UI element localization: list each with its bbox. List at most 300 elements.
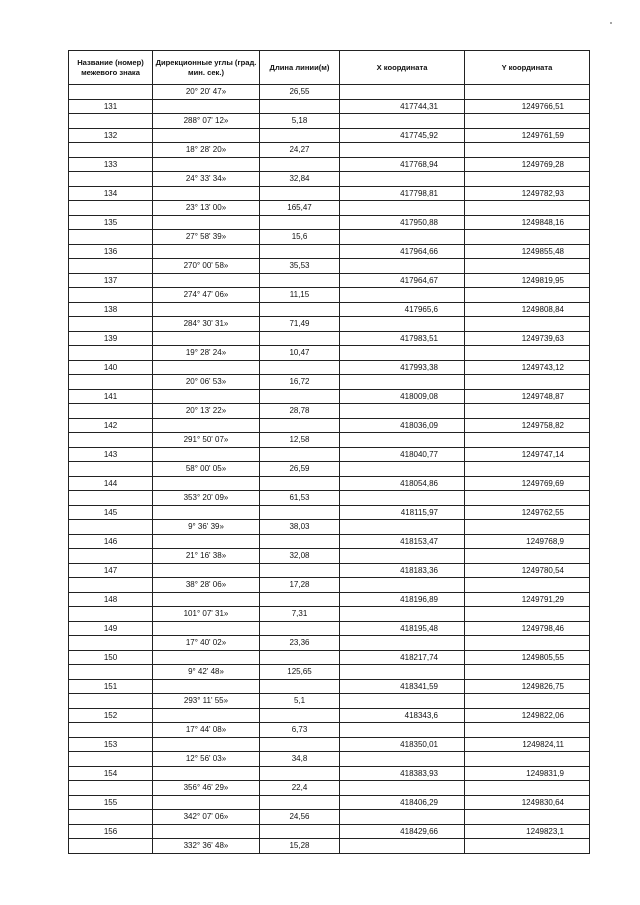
empty-cell [260, 331, 340, 346]
point-row [69, 679, 590, 694]
empty-cell [69, 172, 153, 187]
survey-coordinates-table [68, 50, 590, 854]
line-length: 10,47 [260, 346, 340, 361]
y-coordinate: 1249824,11 [465, 737, 590, 752]
empty-cell [340, 114, 465, 129]
empty-cell [340, 259, 465, 274]
line-length: 22,4 [260, 781, 340, 796]
table-header-row [69, 51, 590, 85]
empty-cell [69, 201, 153, 216]
point-row [69, 824, 590, 839]
empty-cell [465, 172, 590, 187]
empty-cell [340, 578, 465, 593]
point-number: 153 [69, 737, 153, 752]
direction-angle: 27° 58' 39» [153, 230, 260, 245]
point-number: 143 [69, 447, 153, 462]
empty-cell [153, 476, 260, 491]
empty-cell [153, 244, 260, 259]
segment-row [69, 259, 590, 274]
point-number: 154 [69, 766, 153, 781]
empty-cell [260, 766, 340, 781]
point-row [69, 186, 590, 201]
line-length: 5,1 [260, 694, 340, 709]
empty-cell [153, 592, 260, 607]
empty-cell [465, 317, 590, 332]
header-name: Название (номер) межевого знака [69, 51, 153, 85]
segment-row [69, 288, 590, 303]
direction-angle: 101° 07' 31» [153, 607, 260, 622]
empty-cell [69, 752, 153, 767]
y-coordinate: 1249761,59 [465, 128, 590, 143]
y-coordinate: 1249848,16 [465, 215, 590, 230]
y-coordinate: 1249762,55 [465, 505, 590, 520]
y-coordinate: 1249831,9 [465, 766, 590, 781]
point-number: 156 [69, 824, 153, 839]
empty-cell [153, 737, 260, 752]
empty-cell [153, 389, 260, 404]
segment-row [69, 230, 590, 245]
empty-cell [340, 346, 465, 361]
line-length: 5,18 [260, 114, 340, 129]
empty-cell [260, 157, 340, 172]
line-length: 28,78 [260, 404, 340, 419]
segment-row [69, 723, 590, 738]
line-length: 12,58 [260, 433, 340, 448]
x-coordinate: 417768,94 [340, 157, 465, 172]
direction-angle: 20° 06' 53» [153, 375, 260, 390]
direction-angle: 17° 40' 02» [153, 636, 260, 651]
empty-cell [340, 404, 465, 419]
point-row [69, 389, 590, 404]
direction-angle: 20° 13' 22» [153, 404, 260, 419]
line-length: 34,8 [260, 752, 340, 767]
segment-row [69, 404, 590, 419]
empty-cell [260, 737, 340, 752]
point-row [69, 447, 590, 462]
empty-cell [260, 389, 340, 404]
point-row [69, 418, 590, 433]
y-coordinate: 1249780,54 [465, 563, 590, 578]
x-coordinate: 417964,66 [340, 244, 465, 259]
x-coordinate: 418341,59 [340, 679, 465, 694]
header-x: X координата [340, 51, 465, 85]
segment-row [69, 665, 590, 680]
empty-cell [69, 85, 153, 100]
empty-cell [260, 447, 340, 462]
point-row [69, 650, 590, 665]
line-length: 6,73 [260, 723, 340, 738]
empty-cell [153, 795, 260, 810]
direction-angle: 9° 36' 39» [153, 520, 260, 535]
empty-cell [465, 694, 590, 709]
empty-cell [340, 520, 465, 535]
segment-row [69, 636, 590, 651]
direction-angle: 353° 20' 09» [153, 491, 260, 506]
empty-cell [153, 215, 260, 230]
empty-cell [153, 157, 260, 172]
empty-cell [340, 375, 465, 390]
point-row [69, 737, 590, 752]
point-row [69, 360, 590, 375]
empty-cell [69, 607, 153, 622]
point-row [69, 244, 590, 259]
empty-cell [465, 462, 590, 477]
direction-angle: 293° 11' 55» [153, 694, 260, 709]
direction-angle: 21° 16' 38» [153, 549, 260, 564]
x-coordinate: 418406,29 [340, 795, 465, 810]
empty-cell [69, 346, 153, 361]
empty-cell [340, 723, 465, 738]
empty-cell [153, 708, 260, 723]
point-row [69, 766, 590, 781]
y-coordinate: 1249769,69 [465, 476, 590, 491]
empty-cell [340, 665, 465, 680]
line-length: 61,53 [260, 491, 340, 506]
empty-cell [153, 418, 260, 433]
empty-cell [260, 592, 340, 607]
line-length: 15,28 [260, 839, 340, 854]
empty-cell [153, 621, 260, 636]
empty-cell [465, 230, 590, 245]
y-coordinate: 1249819,95 [465, 273, 590, 288]
header-length: Длина линии(м) [260, 51, 340, 85]
empty-cell [69, 433, 153, 448]
point-number: 133 [69, 157, 153, 172]
empty-cell [153, 302, 260, 317]
line-length: 32,84 [260, 172, 340, 187]
direction-angle: 270° 00' 58» [153, 259, 260, 274]
x-coordinate: 418115,97 [340, 505, 465, 520]
x-coordinate: 418153,47 [340, 534, 465, 549]
point-row [69, 505, 590, 520]
point-number: 142 [69, 418, 153, 433]
point-number: 144 [69, 476, 153, 491]
header-y: Y координата [465, 51, 590, 85]
direction-angle: 17° 44' 08» [153, 723, 260, 738]
empty-cell [260, 244, 340, 259]
point-row [69, 302, 590, 317]
x-coordinate: 418217,74 [340, 650, 465, 665]
empty-cell [153, 505, 260, 520]
empty-cell [153, 331, 260, 346]
x-coordinate: 417745,92 [340, 128, 465, 143]
direction-angle: 9° 42' 48» [153, 665, 260, 680]
empty-cell [260, 563, 340, 578]
empty-cell [340, 694, 465, 709]
line-length: 24,56 [260, 810, 340, 825]
empty-cell [69, 520, 153, 535]
x-coordinate: 417965,6 [340, 302, 465, 317]
point-row [69, 215, 590, 230]
line-length: 38,03 [260, 520, 340, 535]
point-row [69, 708, 590, 723]
empty-cell [153, 273, 260, 288]
point-row [69, 128, 590, 143]
point-number: 135 [69, 215, 153, 230]
empty-cell [340, 85, 465, 100]
x-coordinate: 417993,38 [340, 360, 465, 375]
direction-angle: 24° 33' 34» [153, 172, 260, 187]
point-row [69, 563, 590, 578]
empty-cell [465, 781, 590, 796]
empty-cell [260, 302, 340, 317]
point-row [69, 331, 590, 346]
y-coordinate: 1249769,28 [465, 157, 590, 172]
empty-cell [69, 317, 153, 332]
x-coordinate: 418040,77 [340, 447, 465, 462]
y-coordinate: 1249747,14 [465, 447, 590, 462]
empty-cell [465, 143, 590, 158]
line-length: 7,31 [260, 607, 340, 622]
direction-angle: 38° 28' 06» [153, 578, 260, 593]
empty-cell [260, 505, 340, 520]
empty-cell [69, 462, 153, 477]
line-length: 26,55 [260, 85, 340, 100]
empty-cell [340, 317, 465, 332]
empty-cell [153, 447, 260, 462]
empty-cell [69, 578, 153, 593]
point-row [69, 157, 590, 172]
direction-angle: 284° 30' 31» [153, 317, 260, 332]
direction-angle: 58° 00' 05» [153, 462, 260, 477]
segment-row [69, 433, 590, 448]
x-coordinate: 418343,6 [340, 708, 465, 723]
x-coordinate: 418183,36 [340, 563, 465, 578]
empty-cell [260, 679, 340, 694]
empty-cell [260, 360, 340, 375]
empty-cell [260, 708, 340, 723]
y-coordinate: 1249823,1 [465, 824, 590, 839]
y-coordinate: 1249808,84 [465, 302, 590, 317]
point-row [69, 273, 590, 288]
empty-cell [69, 810, 153, 825]
empty-cell [69, 636, 153, 651]
point-number: 140 [69, 360, 153, 375]
point-row [69, 795, 590, 810]
empty-cell [260, 795, 340, 810]
empty-cell [340, 201, 465, 216]
segment-row [69, 781, 590, 796]
point-number: 132 [69, 128, 153, 143]
point-number: 147 [69, 563, 153, 578]
empty-cell [340, 433, 465, 448]
direction-angle: 342° 07' 06» [153, 810, 260, 825]
empty-cell [260, 215, 340, 230]
segment-row [69, 549, 590, 564]
empty-cell [340, 752, 465, 767]
empty-cell [465, 549, 590, 564]
point-row [69, 476, 590, 491]
empty-cell [465, 114, 590, 129]
empty-cell [153, 99, 260, 114]
empty-cell [465, 288, 590, 303]
point-number: 152 [69, 708, 153, 723]
line-length: 71,49 [260, 317, 340, 332]
direction-angle: 274° 47' 06» [153, 288, 260, 303]
empty-cell [260, 273, 340, 288]
x-coordinate: 417798,81 [340, 186, 465, 201]
scan-mark [610, 22, 612, 24]
point-number: 139 [69, 331, 153, 346]
direction-angle: 19° 28' 24» [153, 346, 260, 361]
empty-cell [340, 839, 465, 854]
empty-cell [340, 781, 465, 796]
empty-cell [69, 839, 153, 854]
empty-cell [260, 418, 340, 433]
point-number: 148 [69, 592, 153, 607]
x-coordinate: 418383,93 [340, 766, 465, 781]
empty-cell [340, 288, 465, 303]
direction-angle: 291° 50' 07» [153, 433, 260, 448]
y-coordinate: 1249739,63 [465, 331, 590, 346]
empty-cell [260, 621, 340, 636]
empty-cell [465, 520, 590, 535]
line-length: 24,27 [260, 143, 340, 158]
empty-cell [153, 650, 260, 665]
y-coordinate: 1249826,75 [465, 679, 590, 694]
y-coordinate: 1249805,55 [465, 650, 590, 665]
line-length: 32,08 [260, 549, 340, 564]
y-coordinate: 1249822,06 [465, 708, 590, 723]
point-number: 138 [69, 302, 153, 317]
point-number: 146 [69, 534, 153, 549]
empty-cell [69, 288, 153, 303]
point-row [69, 592, 590, 607]
x-coordinate: 418009,08 [340, 389, 465, 404]
point-number: 155 [69, 795, 153, 810]
empty-cell [260, 128, 340, 143]
direction-angle: 18° 28' 20» [153, 143, 260, 158]
point-row [69, 99, 590, 114]
point-number: 151 [69, 679, 153, 694]
y-coordinate: 1249758,82 [465, 418, 590, 433]
empty-cell [340, 462, 465, 477]
empty-cell [260, 186, 340, 201]
empty-cell [153, 128, 260, 143]
segment-row [69, 346, 590, 361]
empty-cell [340, 143, 465, 158]
empty-cell [69, 491, 153, 506]
x-coordinate: 418054,86 [340, 476, 465, 491]
segment-row [69, 520, 590, 535]
point-number: 145 [69, 505, 153, 520]
empty-cell [69, 665, 153, 680]
empty-cell [69, 781, 153, 796]
empty-cell [153, 360, 260, 375]
segment-row [69, 375, 590, 390]
line-length: 15,6 [260, 230, 340, 245]
empty-cell [465, 375, 590, 390]
y-coordinate: 1249798,46 [465, 621, 590, 636]
segment-row [69, 201, 590, 216]
x-coordinate: 418036,09 [340, 418, 465, 433]
line-length: 17,28 [260, 578, 340, 593]
segment-row [69, 694, 590, 709]
table-body [69, 85, 590, 854]
empty-cell [340, 549, 465, 564]
empty-cell [260, 476, 340, 491]
empty-cell [69, 143, 153, 158]
line-length: 35,53 [260, 259, 340, 274]
empty-cell [465, 433, 590, 448]
y-coordinate: 1249743,12 [465, 360, 590, 375]
empty-cell [260, 824, 340, 839]
empty-cell [465, 636, 590, 651]
empty-cell [465, 752, 590, 767]
y-coordinate: 1249830,64 [465, 795, 590, 810]
empty-cell [69, 375, 153, 390]
segment-row [69, 462, 590, 477]
empty-cell [340, 607, 465, 622]
empty-cell [69, 230, 153, 245]
direction-angle: 356° 46' 29» [153, 781, 260, 796]
segment-row [69, 607, 590, 622]
empty-cell [465, 85, 590, 100]
empty-cell [69, 723, 153, 738]
point-row [69, 534, 590, 549]
direction-angle: 288° 07' 12» [153, 114, 260, 129]
x-coordinate: 418196,89 [340, 592, 465, 607]
line-length: 165,47 [260, 201, 340, 216]
x-coordinate: 418429,66 [340, 824, 465, 839]
empty-cell [465, 404, 590, 419]
y-coordinate: 1249855,48 [465, 244, 590, 259]
segment-row [69, 578, 590, 593]
empty-cell [465, 259, 590, 274]
point-number: 137 [69, 273, 153, 288]
empty-cell [69, 549, 153, 564]
empty-cell [465, 723, 590, 738]
y-coordinate: 1249766,51 [465, 99, 590, 114]
empty-cell [465, 839, 590, 854]
line-length: 125,65 [260, 665, 340, 680]
segment-row [69, 752, 590, 767]
point-number: 150 [69, 650, 153, 665]
x-coordinate: 418195,48 [340, 621, 465, 636]
segment-row [69, 114, 590, 129]
empty-cell [465, 201, 590, 216]
empty-cell [260, 99, 340, 114]
empty-cell [260, 534, 340, 549]
y-coordinate: 1249768,9 [465, 534, 590, 549]
point-number: 134 [69, 186, 153, 201]
segment-row [69, 491, 590, 506]
point-number: 131 [69, 99, 153, 114]
empty-cell [153, 534, 260, 549]
line-length: 23,36 [260, 636, 340, 651]
segment-row [69, 317, 590, 332]
x-coordinate: 417744,31 [340, 99, 465, 114]
direction-angle: 12° 56' 03» [153, 752, 260, 767]
point-number: 149 [69, 621, 153, 636]
empty-cell [340, 636, 465, 651]
segment-row [69, 839, 590, 854]
line-length: 26,59 [260, 462, 340, 477]
empty-cell [69, 694, 153, 709]
segment-row [69, 85, 590, 100]
empty-cell [340, 810, 465, 825]
empty-cell [260, 650, 340, 665]
y-coordinate: 1249748,87 [465, 389, 590, 404]
x-coordinate: 417964,67 [340, 273, 465, 288]
empty-cell [69, 404, 153, 419]
direction-angle: 23° 13' 00» [153, 201, 260, 216]
y-coordinate: 1249791,29 [465, 592, 590, 607]
empty-cell [153, 766, 260, 781]
x-coordinate: 418350,01 [340, 737, 465, 752]
empty-cell [465, 810, 590, 825]
empty-cell [69, 259, 153, 274]
